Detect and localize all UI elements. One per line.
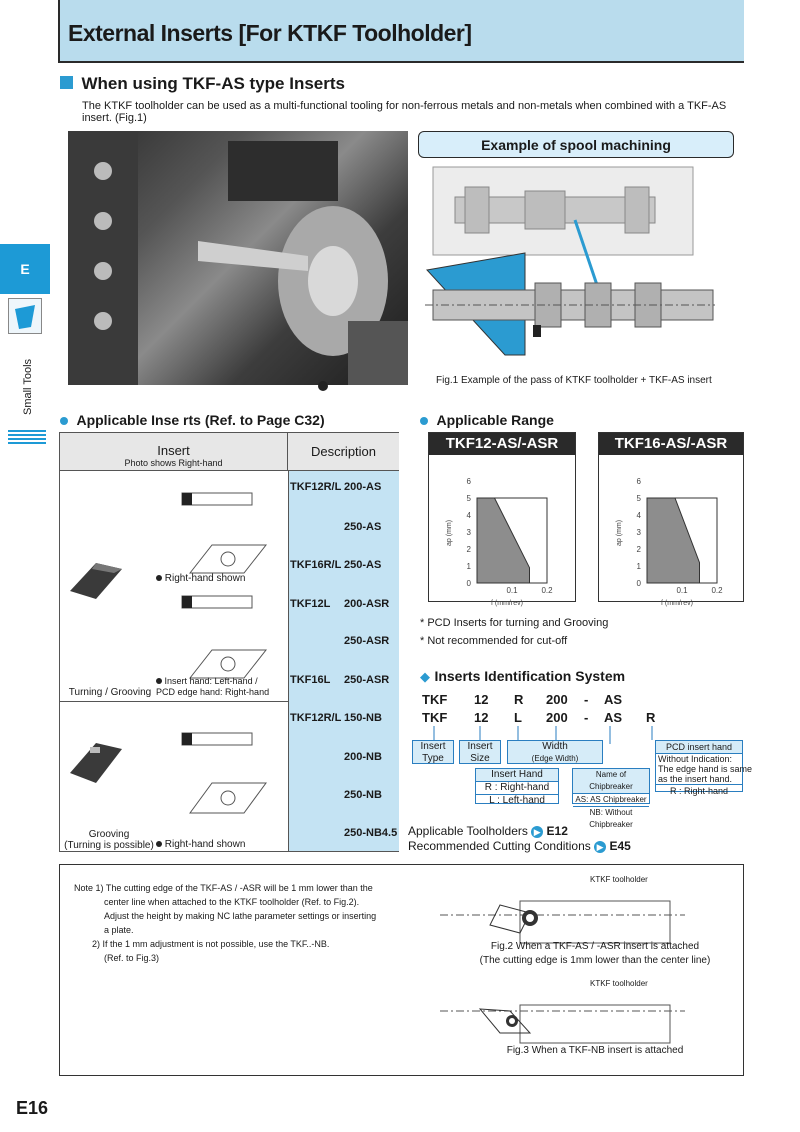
page-title: External Inserts [For KTKF Toolholder] xyxy=(68,20,472,46)
x-tick-label: 0.2 xyxy=(541,586,553,595)
sidebar-stripes xyxy=(8,430,46,444)
table-header-insert xyxy=(60,433,288,471)
fig3-caption: Fig.3 When a TKF-NB insert is attached xyxy=(506,1045,684,1056)
table-row: 250-ASR xyxy=(344,635,390,647)
y-tick-label: 1 xyxy=(466,562,471,571)
y-tick-label: 5 xyxy=(466,494,471,503)
bullet-icon xyxy=(60,417,68,425)
table-row: TKF12L 200-ASR xyxy=(290,598,390,610)
section1-intro: The KTKF toolholder can be used as a multi-functional tooling for non-ferrous metals and non-metals when combined with a TKF-AS insert. (Fig.1) xyxy=(82,100,727,124)
note-right-hand-2: Right-hand shown xyxy=(156,839,245,850)
id-chipbreaker: Name of Chipbreaker AS: AS Chipbreaker NB: Without Chipbreaker xyxy=(572,768,650,804)
y-tick-label: 3 xyxy=(466,528,471,537)
fig1-caption: Fig.1 Example of the pass of KTKF toolholder + TKF-AS insert xyxy=(436,375,712,386)
y-tick-label: 5 xyxy=(636,494,641,503)
fig2-diagram xyxy=(440,885,690,945)
id-insert-hand: Insert Hand R : Right-hand L : Left-hand xyxy=(475,768,559,804)
page-number: E16 xyxy=(16,1098,49,1118)
chart2-title: TKF16-AS/-ASR xyxy=(599,433,743,455)
x-tick-label: 0.1 xyxy=(676,586,688,595)
table-row: TKF16L 250-ASR xyxy=(290,674,390,686)
y-tick-label: 4 xyxy=(636,511,641,520)
group-label-turning: Turning / Grooving xyxy=(68,687,152,698)
y-tick-label: 2 xyxy=(466,545,471,554)
id-insert-size: Insert Size xyxy=(459,740,501,764)
fig2-caption-2: (The cutting edge is 1mm lower than the center line) xyxy=(479,955,711,966)
range-title: Applicable Range xyxy=(436,412,554,428)
section-tab-e[interactable]: E xyxy=(0,244,50,294)
section1-title: When using TKF-AS type Inserts xyxy=(81,74,345,93)
machining-photo xyxy=(68,131,408,385)
ref-conditions[interactable]: Recommended Cutting Conditions ▶ E45 xyxy=(408,839,631,853)
id-pcd-hand: PCD insert hand Without Indication: The edge hand is same as the insert hand. R : Right-hand xyxy=(655,740,743,792)
sidebar-category: Small Tools xyxy=(22,358,34,415)
y-tick-label: 6 xyxy=(466,477,471,486)
range-chart-2-svg xyxy=(599,455,743,607)
notes-text: Note 1) The cutting edge of the TKF-AS / -ASR will be 1 mm lower than the center line when attached to the KTKF toolholder (Ref. to Fig.2). Adjust the height by making NC lathe parameter settings or inserting a plate. 2) If the 1 mm adjustment is not possible, use the TKF..-NB. (Ref. to Fig.3) xyxy=(74,883,377,963)
table-row: 250-AS xyxy=(344,521,382,533)
bullet-icon xyxy=(420,417,428,425)
y-tick-label: 3 xyxy=(636,528,641,537)
x-axis-label: f (mm/rev) xyxy=(661,600,693,607)
range-chart-1 xyxy=(428,432,576,607)
ref-holders-page[interactable]: E12 xyxy=(546,824,568,838)
x-axis-label: f (mm/rev) xyxy=(491,600,523,607)
y-tick-label: 1 xyxy=(636,562,641,571)
note-hand: Insert hand: Left-hand / PCD edge hand: Right-hand xyxy=(156,676,270,697)
chart1-title: TKF12-AS/-ASR xyxy=(429,433,575,455)
id-code-row-1: TKF 12 R 200 - AS xyxy=(422,692,623,707)
fig3-diagram xyxy=(440,989,690,1049)
table-row: 250-NB xyxy=(344,789,382,801)
small-tools-icon xyxy=(8,298,42,334)
page-header xyxy=(58,0,744,63)
fig3-holder-label: KTKF toolholder xyxy=(590,979,648,988)
notes-box xyxy=(59,864,744,1076)
fig2-caption-1: Fig.2 When a TKF-AS / -ASR insert is attached xyxy=(490,941,700,952)
ref-holders[interactable]: Applicable Toolholders ▶ E12 xyxy=(408,824,568,838)
range-heading xyxy=(420,412,554,430)
id-title: Inserts Identification System xyxy=(434,668,626,684)
table-header-description: Description xyxy=(288,433,399,471)
table-row: 250-NB4.5 xyxy=(344,827,398,839)
x-tick-label: 0.2 xyxy=(711,586,723,595)
inserts-heading xyxy=(60,412,325,430)
range-chart-1-svg xyxy=(429,455,575,607)
table-row: TKF12R/L 150-NB xyxy=(290,712,382,724)
insert-drawing-nb xyxy=(160,713,280,828)
insert-photo-as xyxy=(66,551,126,616)
note-right-hand-1: Right-hand shown xyxy=(156,573,245,584)
table-row: 200-NB xyxy=(344,751,382,763)
y-tick-label: 0 xyxy=(636,579,641,588)
section1-heading xyxy=(60,74,345,94)
id-width: Width (Edge Width) xyxy=(507,740,603,764)
y-tick-label: 0 xyxy=(466,579,471,588)
diamond-icon: ◆ xyxy=(420,669,430,684)
table-row: TKF12R/L 200-AS xyxy=(290,481,382,493)
section-square-icon xyxy=(60,76,73,89)
id-heading xyxy=(420,668,625,686)
page-link-icon: ▶ xyxy=(594,841,606,853)
range-note-1: * PCD Inserts for turning and Grooving xyxy=(420,617,609,629)
x-tick-label: 0.1 xyxy=(506,586,518,595)
y-axis-label: ap (mm) xyxy=(446,519,453,547)
insert-photo-nb xyxy=(66,733,126,798)
y-axis-label: ap (mm) xyxy=(616,519,623,547)
example-callout: Example of spool machining xyxy=(418,131,734,158)
y-tick-label: 6 xyxy=(636,477,641,486)
fig2-holder-label: KTKF toolholder xyxy=(590,875,648,884)
ref-conditions-page[interactable]: E45 xyxy=(609,839,631,853)
y-tick-label: 4 xyxy=(466,511,471,520)
range-chart-2 xyxy=(598,432,744,607)
header-insert-sub: Photo shows Right-hand xyxy=(124,458,223,468)
spool-diagram xyxy=(425,165,725,365)
id-insert-type: Insert Type xyxy=(412,740,454,764)
header-insert-label: Insert xyxy=(157,443,190,458)
y-tick-label: 2 xyxy=(636,545,641,554)
group-label-grooving: Grooving (Turning is possible) xyxy=(64,829,154,851)
id-code-row-2: TKF 12 L 200 - AS R xyxy=(422,710,656,725)
page-link-icon: ▶ xyxy=(531,826,543,838)
range-note-2: * Not recommended for cut-off xyxy=(420,635,568,647)
inserts-table xyxy=(59,432,399,852)
inserts-title: Applicable Inse rts (Ref. to Page C32) xyxy=(76,412,325,428)
table-row: TKF16R/L 250-AS xyxy=(290,559,382,571)
